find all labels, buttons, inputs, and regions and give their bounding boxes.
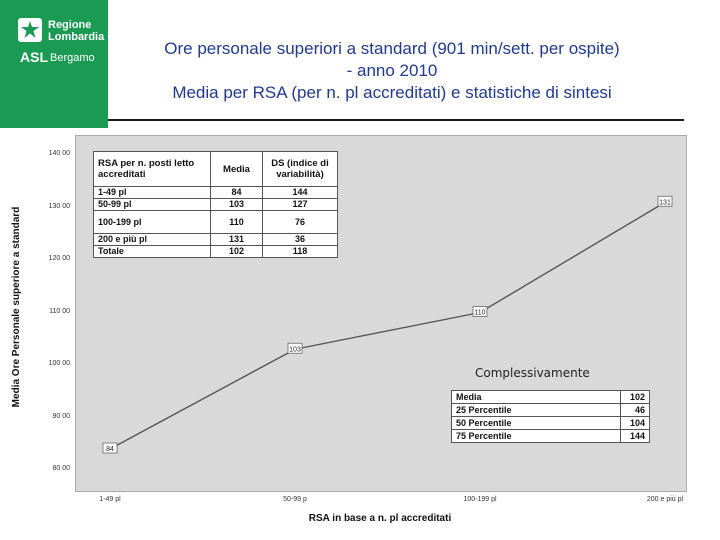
table-header-cell: DS (indice di variabilità) <box>263 152 338 187</box>
table-row <box>94 187 338 199</box>
table-cell: 103 <box>211 199 263 211</box>
table-cell: 131 <box>211 234 263 246</box>
table-cell: 76 <box>263 211 338 234</box>
table-cell: 25 Percentile <box>452 404 621 417</box>
title-line-2: - anno 2010 <box>346 61 438 80</box>
y-axis-label: Media Ore Personale superiore a standard <box>11 206 22 408</box>
table-cell: Totale <box>94 246 211 258</box>
y-tick-label: 90 00 <box>52 412 70 420</box>
table-cell: 1-49 pl <box>94 187 211 199</box>
table-cell: 50 Percentile <box>452 417 621 430</box>
table-row <box>452 404 650 417</box>
summary-table <box>451 390 650 443</box>
title-line-1: Ore personale superiori a standard (901 min/sett. per ospite) <box>164 39 620 58</box>
data-point-label <box>473 307 487 317</box>
svg-text:110: 110 <box>474 309 486 317</box>
title-line-3: Media per RSA (per n. pl accreditati) e statistiche di sintesi <box>172 83 612 102</box>
table-header-cell: Media <box>211 152 263 187</box>
x-tick-label: 50-99 p <box>283 496 307 503</box>
y-tick-label: 80 00 <box>52 465 70 472</box>
table-row <box>452 391 650 404</box>
table-cell: 84 <box>211 187 263 199</box>
table-cell: 118 <box>263 246 338 258</box>
y-tick-label: 120 00 <box>48 255 70 262</box>
table-header-cell: RSA per n. posti letto accreditati <box>94 152 211 187</box>
table-cell: 75 Percentile <box>452 430 621 443</box>
y-tick-label: 100 00 <box>48 360 70 367</box>
data-point-label <box>658 196 672 206</box>
logo-city-text: Bergamo <box>50 52 95 64</box>
y-tick-label: 110 00 <box>49 307 70 315</box>
summary-label: Complessivamente <box>475 366 590 380</box>
table-row <box>94 211 338 234</box>
logo-asl-text: ASL <box>20 49 48 65</box>
x-tick-label: 100-199 pl <box>463 496 497 503</box>
table-row <box>94 246 338 258</box>
table-cell: 46 <box>621 404 650 417</box>
svg-text:84: 84 <box>106 446 114 453</box>
rsa-stats-table <box>93 151 338 258</box>
table-cell: 36 <box>263 234 338 246</box>
table-header-row <box>94 152 338 187</box>
data-point-label <box>103 443 117 453</box>
x-axis-label: RSA in base a n. pl accreditati <box>308 513 452 524</box>
table-cell: Media <box>452 391 621 404</box>
table-cell: 102 <box>211 246 263 258</box>
table-row <box>94 199 338 211</box>
table-row <box>452 417 650 430</box>
table-cell: 104 <box>621 417 650 430</box>
logo-text-line1: Regione <box>48 19 92 31</box>
svg-text:131: 131 <box>659 199 671 207</box>
table-cell: 144 <box>621 430 650 443</box>
table-cell: 127 <box>263 199 338 211</box>
table-cell: 200 e più pl <box>94 234 211 246</box>
x-tick-label: 1-49 pl <box>99 496 121 503</box>
logo-text-line2: Lombardia <box>48 31 105 43</box>
data-point-label <box>288 343 302 353</box>
table-row <box>452 430 650 443</box>
table-cell: 144 <box>263 187 338 199</box>
table-cell: 50-99 pl <box>94 199 211 211</box>
y-tick-label: 130 00 <box>48 202 70 210</box>
table-cell: 110 <box>211 211 263 234</box>
y-tick-label: 140 00 <box>48 150 70 157</box>
table-row <box>94 234 338 246</box>
table-cell: 100-199 pl <box>94 211 211 234</box>
x-tick-label: 200 e più pl <box>646 496 684 503</box>
svg-text:103: 103 <box>289 346 301 354</box>
table-cell: 102 <box>621 391 650 404</box>
